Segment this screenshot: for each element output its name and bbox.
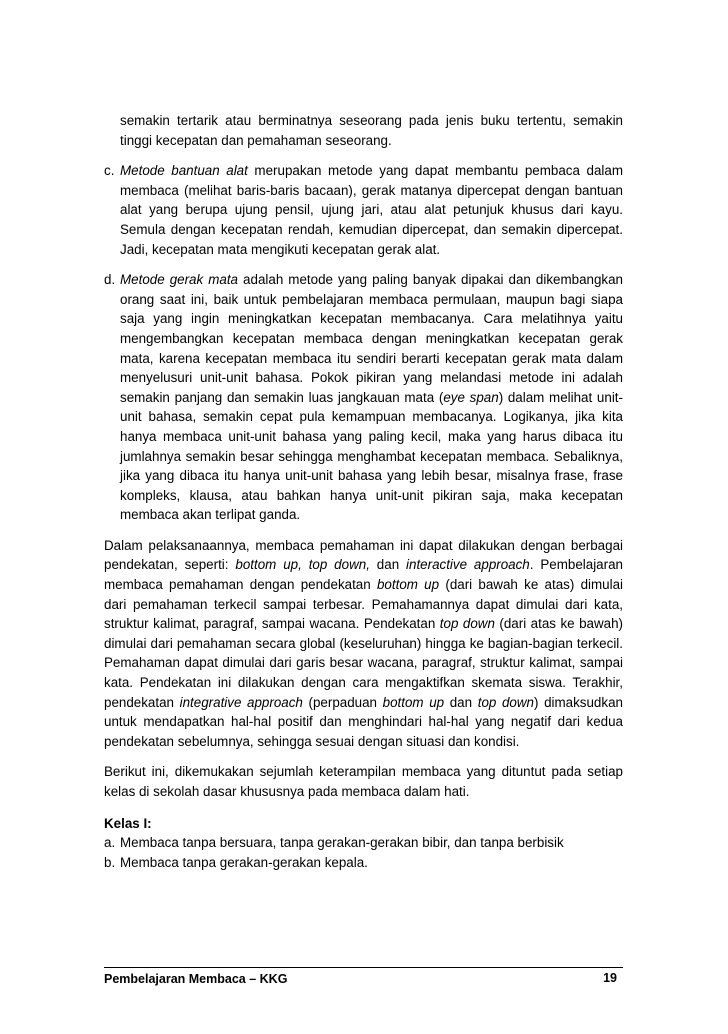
term: top down <box>439 616 495 632</box>
footer-title: Pembelajaran Membaca – KKG <box>104 972 288 986</box>
page-footer <box>104 967 623 987</box>
section-heading: Kelas I: <box>104 815 152 831</box>
list-marker: d. <box>104 272 116 288</box>
page-number: 19 <box>603 971 617 985</box>
list-item-b <box>104 853 623 873</box>
paragraph-approaches <box>104 536 623 752</box>
text: dan <box>444 694 478 710</box>
term: bottom up <box>382 694 445 710</box>
paragraph-skills: Berikut ini, dikemukakan sejumlah keterampilan membaca yang dituntut pada setiap kelas di sekolah dasar khususnya pada membaca dalam hati. <box>104 764 623 799</box>
text: . Pembelajaran membaca pemahaman dengan pendekatan <box>104 557 623 593</box>
text: (perpaduan <box>302 694 383 710</box>
continued-paragraph: semakin tertarik atau berminatnya seseorang pada jenis buku tertentu, semakin tinggi kecepatan dan pemahaman seseorang. <box>120 113 623 148</box>
term: interactive approach <box>406 557 530 573</box>
list-item-d <box>104 270 623 525</box>
term: eye span <box>443 389 499 405</box>
text: Dalam pelaksanaannya, membaca pemahaman ini dapat dilakukan dengan berbagai pendekatan, seperti: <box>104 537 623 573</box>
text: ) dimaksudkan untuk mendapatkan hal-hal positif dan menghindari hal-hal yang negatif dari kedua pendekatan sebelumnya, sehingga sesuai dengan situasi dan kondisi. <box>104 694 623 749</box>
term: top down <box>477 694 534 710</box>
term: integrative approach <box>179 694 303 710</box>
term: bottom up, top down, <box>235 557 370 573</box>
text: (dari atas ke bawah) dimulai dari pemahaman secara global (keseluruhan) hingga ke bagian-bagian terkecil. Pemahaman dapat dimulai dari garis besar wacana, paragraf, struktur kalimat, sampai kata. Pendekatan ini dilakukan dengan cara mengaktifkan skemata siswa. Terakhir, pendekatan <box>104 616 623 710</box>
term: bottom up <box>376 577 440 593</box>
item-text: ) dalam melihat unit-unit bahasa, semakin cepat pula kemampuan membacanya. Logikanya, jika kita hanya membaca unit-unit bahasa yang paling kecil, maka yang harus dibaca itu jumlahnya semakin besar sehingga menghambat kecepatan membaca. Sebaliknya, jika yang dibaca itu hanya unit-unit bahasa yang lebih besar, misalnya frase, frase kompleks, klausa, atau bahkan hanya unit-unit pikiran saja, maka kecepatan membaca akan terlipat ganda. <box>120 389 623 523</box>
term: Metode gerak mata <box>120 272 239 288</box>
item-text: adalah metode yang paling banyak dipakai dan dikembangkan orang saat ini, baik untuk pembelajaran membaca permulaan, maupun bagi siapa saja yang ingin meningkatkan kecepatan membacanya. Cara melatihnya yaitu mengembangkan kecepatan membaca dengan meningkatkan kecepatan gerak mata, karena kecepatan membaca itu sendiri berarti kecepatan gerak mata dalam menyelusuri unit-unit bahasa. Pokok pikiran yang melandasi metode ini adalah semakin panjang dan semakin luas jangkauan mata ( <box>120 272 624 405</box>
text: dan <box>369 557 407 573</box>
item-text: Membaca tanpa gerakan-gerakan kepala. <box>120 854 368 870</box>
item-text: merupakan metode yang dapat membantu pembaca dalam membaca (melihat baris-baris bacaan), gerak matanya dipercepat dengan bantuan alat yang berupa ujung pensil, ujung jari, atau alat petunjuk khusus dari kayu. Semula dengan kecepatan rendah, kemudian dipercepat, dan semakin dipercepat. Jadi, kecepatan mata mengikuti kecepatan gerak alat. <box>120 163 623 257</box>
list-marker: b. <box>104 854 116 870</box>
term: Metode bantuan alat <box>120 163 248 179</box>
item-text: Membaca tanpa bersuara, tanpa gerakan-gerakan bibir, dan tanpa berbisik <box>120 835 564 851</box>
list-item-c <box>104 161 623 259</box>
text: (dari bawah ke atas) dimulai dari pemahaman terkecil sampai terbesar. Pemahamannya dapat dimulai dari kata, struktur kalimat, paragraf, sampai wacana. Pendekatan <box>104 577 624 632</box>
list-item-a <box>104 833 623 853</box>
list-marker: a. <box>104 835 116 851</box>
page-body <box>104 111 623 872</box>
list-marker: c. <box>104 163 115 179</box>
